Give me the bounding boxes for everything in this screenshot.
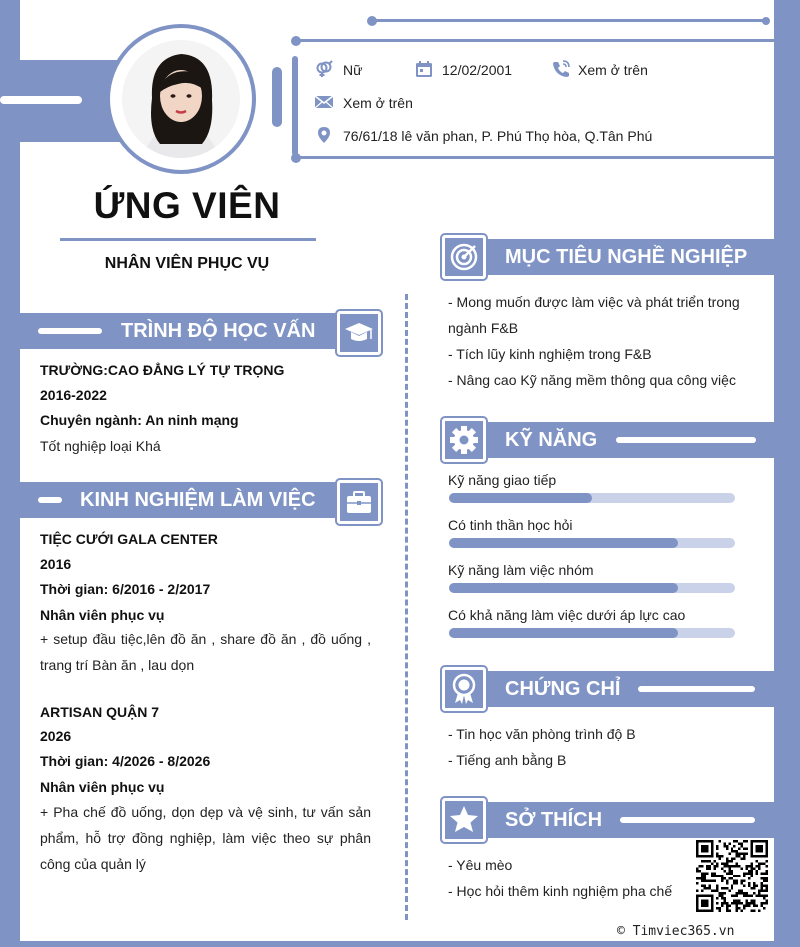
- education-major: Chuyên ngành: An ninh mạng: [40, 412, 239, 428]
- hobby-item: - Học hỏi thêm kinh nghiệm pha chế: [448, 883, 673, 899]
- phone-icon: [552, 60, 570, 83]
- objective-line: - Mong muốn được làm việc và phát triển trong: [448, 294, 740, 310]
- skill-bar-track: [449, 628, 735, 638]
- hobbies-iconbox: [442, 798, 486, 842]
- hobbies-header: [487, 802, 774, 838]
- skill-label: Kỹ năng làm việc nhóm: [448, 562, 594, 578]
- address-value: 76/61/18 lê văn phan, P. Phú Thọ hòa, Q.Tân Phú: [343, 128, 653, 144]
- calendar-icon: [415, 60, 433, 83]
- education-grade: Tốt nghiệp loại Khá: [40, 438, 161, 454]
- skill-bar-fill: [449, 493, 592, 503]
- decor-dot: [762, 17, 770, 25]
- objective-iconbox: [442, 235, 486, 279]
- skill-bar-track: [449, 493, 735, 503]
- certificates-title: CHỨNG CHỈ: [505, 678, 621, 700]
- education-title: TRÌNH ĐỘ HỌC VẤN: [121, 320, 316, 342]
- contact-vbar: [292, 56, 298, 156]
- hobbies-title: SỞ THÍCH: [505, 809, 603, 831]
- job-year: 2016: [40, 556, 72, 572]
- skills-iconbox: [442, 418, 486, 462]
- education-school: TRƯỜNG:CAO ĐẲNG LÝ TỰ TRỌNG: [40, 362, 285, 378]
- education-header: [20, 313, 338, 349]
- decor-line-top: [372, 19, 766, 22]
- decor-line: [296, 156, 776, 159]
- skills-header: [487, 422, 774, 458]
- job-company: ARTISAN QUẬN 7: [40, 704, 160, 720]
- decor-pillar: [272, 67, 282, 127]
- job-role: Nhân viên phục vụ: [40, 779, 165, 795]
- skill-label: Có tinh thần học hỏi: [448, 517, 573, 533]
- frame-right-border: [774, 0, 800, 947]
- job-year: 2026: [40, 728, 72, 744]
- skill-label: Kỹ năng giao tiếp: [448, 472, 557, 488]
- experience-header: [20, 482, 338, 518]
- email-value: Xem ở trên: [343, 95, 413, 111]
- name-underline: [60, 238, 316, 241]
- objective-line: ngành F&B: [448, 320, 519, 336]
- skill-bar-fill: [449, 628, 678, 638]
- skill-bar-track: [449, 583, 735, 593]
- job-time: Thời gian: 6/2016 - 2/2017: [40, 581, 211, 597]
- candidate-name: ỨNG VIÊN: [93, 185, 281, 226]
- gender-icon: [315, 60, 333, 83]
- candidate-position: NHÂN VIÊN PHỤC VỤ: [104, 255, 270, 272]
- education-years: 2016-2022: [40, 387, 107, 403]
- frame-left-border: [0, 0, 20, 947]
- star-icon: [445, 801, 483, 839]
- header-line: [620, 817, 755, 823]
- gender-value: Nữ: [343, 62, 363, 78]
- location-pin-icon: [315, 126, 333, 149]
- header-line: [638, 686, 755, 692]
- briefcase-icon: [340, 483, 378, 521]
- header-line: [616, 437, 756, 443]
- copyright-text: © Timviec365.vn: [617, 924, 735, 939]
- skill-bar-fill: [449, 583, 678, 593]
- certificate-item: - Tiếng anh bằng B: [448, 752, 567, 768]
- phone-value: Xem ở trên: [578, 62, 648, 78]
- objective-line: - Nâng cao Kỹ năng mềm thông qua công việc: [448, 372, 736, 388]
- frame-bottom-border: [0, 941, 800, 947]
- certificate-item: - Tin học văn phòng trình độ B: [448, 726, 636, 742]
- skill-label: Có khả năng làm việc dưới áp lực cao: [448, 607, 686, 623]
- qr-code: [696, 840, 768, 912]
- certificates-iconbox: [442, 667, 486, 711]
- hobby-item: - Yêu mèo: [448, 857, 513, 873]
- experience-title: KINH NGHIỆM LÀM VIỆC: [80, 489, 316, 511]
- header-line: [38, 497, 62, 503]
- gear-icon: [445, 421, 483, 459]
- envelope-icon: [315, 93, 333, 116]
- avatar: [122, 40, 240, 158]
- job-role: Nhân viên phục vụ: [40, 607, 165, 623]
- job-description: + Pha chế đồ uống, dọn dẹp và vệ sinh, tư vấn sản phẩm, hỗ trợ đồng nghiệp, làm việc theo sự phân công của quản lý: [40, 804, 371, 872]
- job-time: Thời gian: 4/2026 - 8/2026: [40, 753, 211, 769]
- target-icon: [445, 238, 483, 276]
- graduation-cap-icon: [340, 314, 378, 352]
- objective-title: MỤC TIÊU NGHỀ NGHIỆP: [505, 246, 748, 268]
- job-description: + setup đầu tiệc,lên đồ ăn , share đồ ăn , đồ uống , trang trí Bàn ăn , lau dọn: [40, 631, 371, 673]
- skill-bar-track: [449, 538, 735, 548]
- skill-bar-fill: [449, 538, 678, 548]
- objective-line: - Tích lũy kinh nghiệm trong F&B: [448, 346, 652, 362]
- award-ribbon-icon: [445, 670, 483, 708]
- decor-line: [296, 39, 776, 42]
- skills-title: KỸ NĂNG: [505, 429, 598, 451]
- column-divider: [405, 294, 408, 920]
- certificates-header: [487, 671, 774, 707]
- header-band-line: [0, 96, 82, 104]
- education-iconbox: [337, 311, 381, 355]
- header-line: [38, 328, 102, 334]
- job-company: TIỆC CƯỚI GALA CENTER: [40, 531, 218, 547]
- objective-header: [487, 239, 774, 275]
- experience-iconbox: [337, 480, 381, 524]
- birthdate-value: 12/02/2001: [442, 62, 513, 78]
